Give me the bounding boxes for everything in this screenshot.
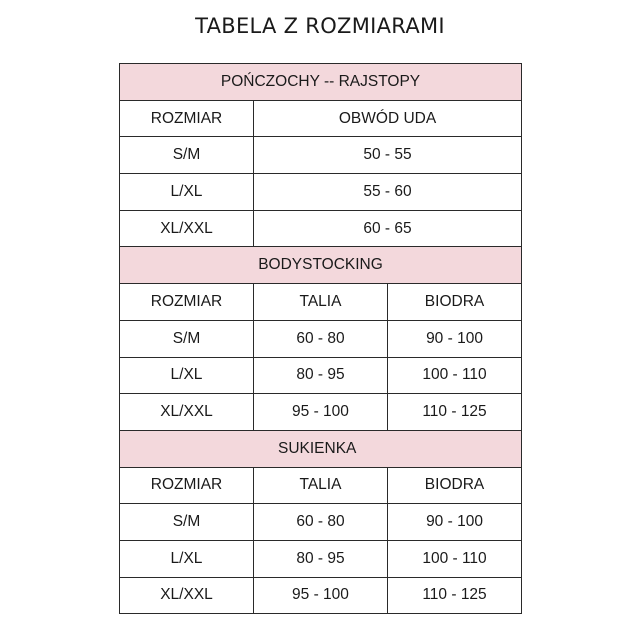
header-cell-hips: BIODRA bbox=[388, 284, 522, 321]
page-title: TABELA Z ROZMIARAMI bbox=[195, 14, 445, 38]
table-row bbox=[120, 504, 522, 541]
value-cell: 60 - 80 bbox=[254, 320, 388, 357]
table-row bbox=[120, 577, 522, 614]
value-cell: 60 - 80 bbox=[254, 504, 388, 541]
value-cell: 80 - 95 bbox=[254, 357, 388, 394]
size-cell: L/XL bbox=[120, 540, 254, 577]
size-cell: L/XL bbox=[120, 174, 254, 211]
header-row bbox=[120, 100, 522, 137]
value-cell: 110 - 125 bbox=[388, 394, 522, 431]
section-row-stockings bbox=[120, 64, 522, 101]
section-title: BODYSTOCKING bbox=[120, 247, 522, 284]
value-cell: 95 - 100 bbox=[254, 577, 388, 614]
value-cell: 90 - 100 bbox=[388, 320, 522, 357]
header-cell-waist: TALIA bbox=[254, 467, 388, 504]
section-row-dress bbox=[120, 430, 522, 467]
value-cell: 100 - 110 bbox=[388, 357, 522, 394]
value-cell: 80 - 95 bbox=[254, 540, 388, 577]
size-cell: XL/XXL bbox=[120, 577, 254, 614]
section-title: POŃCZOCHY -- RAJSTOPY bbox=[120, 64, 522, 101]
table-row bbox=[120, 357, 522, 394]
size-cell: S/M bbox=[120, 137, 254, 174]
size-cell: L/XL bbox=[120, 357, 254, 394]
value-cell: 55 - 60 bbox=[254, 174, 522, 211]
table-row bbox=[120, 320, 522, 357]
size-cell: S/M bbox=[120, 320, 254, 357]
header-cell-thigh: OBWÓD UDA bbox=[254, 100, 522, 137]
section-row-bodystocking bbox=[120, 247, 522, 284]
header-cell-waist: TALIA bbox=[254, 284, 388, 321]
size-cell: S/M bbox=[120, 504, 254, 541]
size-chart-table bbox=[119, 63, 522, 614]
value-cell: 100 - 110 bbox=[388, 540, 522, 577]
value-cell: 95 - 100 bbox=[254, 394, 388, 431]
size-cell: XL/XXL bbox=[120, 394, 254, 431]
value-cell: 90 - 100 bbox=[388, 504, 522, 541]
size-cell: XL/XXL bbox=[120, 210, 254, 247]
header-cell-size: ROZMIAR bbox=[120, 100, 254, 137]
header-row bbox=[120, 284, 522, 321]
section-title: SUKIENKA bbox=[120, 430, 522, 467]
table-row bbox=[120, 394, 522, 431]
header-cell-size: ROZMIAR bbox=[120, 284, 254, 321]
header-cell-hips: BIODRA bbox=[388, 467, 522, 504]
table-row bbox=[120, 540, 522, 577]
value-cell: 110 - 125 bbox=[388, 577, 522, 614]
table-row bbox=[120, 174, 522, 211]
table-row bbox=[120, 210, 522, 247]
table-row bbox=[120, 137, 522, 174]
value-cell: 50 - 55 bbox=[254, 137, 522, 174]
value-cell: 60 - 65 bbox=[254, 210, 522, 247]
header-cell-size: ROZMIAR bbox=[120, 467, 254, 504]
header-row bbox=[120, 467, 522, 504]
